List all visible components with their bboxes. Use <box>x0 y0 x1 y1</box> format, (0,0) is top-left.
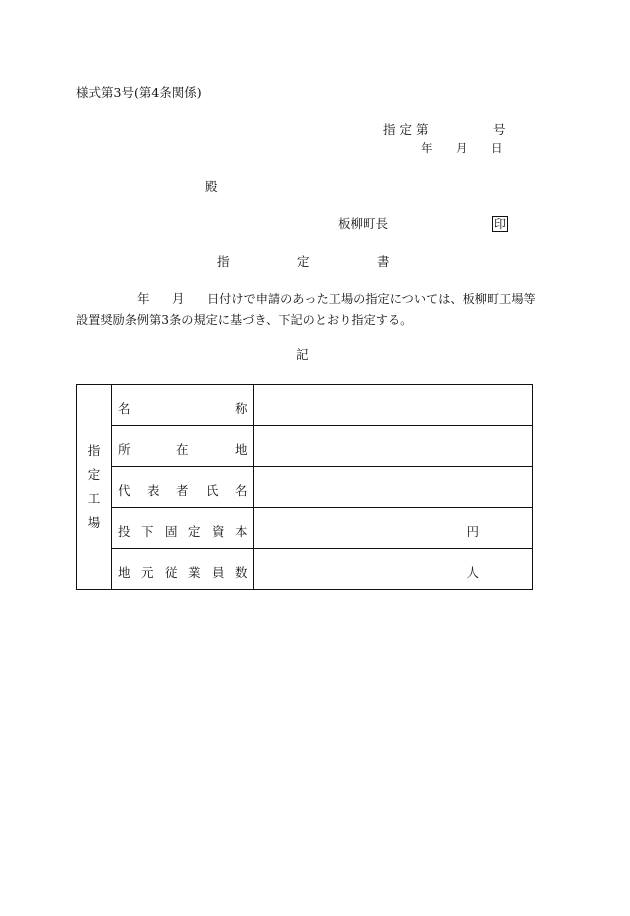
row-label-local-employees <box>112 549 254 590</box>
value-representative[interactable] <box>254 467 533 508</box>
row-label-address <box>112 426 254 467</box>
value-local-employees[interactable] <box>254 549 533 590</box>
table-row <box>77 508 533 549</box>
label-char: 下 <box>141 524 154 539</box>
label-char: 地 <box>235 442 248 457</box>
form-number: 様式第3号(第4条関係) <box>76 85 202 100</box>
body-line-2: 設置奨励条例第3条の規定に基づき、下記のとおり指定する。 <box>76 313 413 327</box>
side-label-char: 工 <box>87 491 101 506</box>
designation-number-suffix: 号 <box>493 122 506 137</box>
unit-yen: 円 <box>466 524 479 539</box>
addressee-suffix: 殿 <box>205 179 218 194</box>
table-row <box>77 426 533 467</box>
label-char: 業 <box>188 565 201 580</box>
date-month: 月 <box>456 141 468 155</box>
label-char: 地 <box>118 565 131 580</box>
label-char: 名 <box>235 483 248 498</box>
table-row <box>77 385 533 426</box>
label-char: 定 <box>188 524 201 539</box>
label-char: 員 <box>212 565 225 580</box>
document-title-char-3: 書 <box>377 254 390 269</box>
label-char: 表 <box>147 483 160 498</box>
document-title-char-2: 定 <box>297 254 310 269</box>
row-label-name <box>112 385 254 426</box>
label-char: 在 <box>176 442 189 457</box>
side-label <box>77 385 112 590</box>
label-char: 資 <box>212 524 225 539</box>
label-char: 名 <box>118 401 131 416</box>
value-address[interactable] <box>254 426 533 467</box>
seal-mark <box>492 216 508 232</box>
label-char: 所 <box>118 442 131 457</box>
side-label-char: 定 <box>87 467 101 482</box>
factory-info-table <box>76 384 533 590</box>
body-month: 月 <box>172 291 185 306</box>
label-char: 称 <box>235 401 248 416</box>
label-char: 本 <box>235 524 248 539</box>
label-char: 者 <box>176 483 189 498</box>
ki-heading: 記 <box>296 347 309 362</box>
row-label-fixed-capital <box>112 508 254 549</box>
date-day: 日 <box>491 141 503 155</box>
value-name[interactable] <box>254 385 533 426</box>
table-row <box>77 467 533 508</box>
label-char: 投 <box>118 524 131 539</box>
date-year: 年 <box>421 141 433 155</box>
label-char: 元 <box>141 565 154 580</box>
value-fixed-capital[interactable] <box>254 508 533 549</box>
label-char: 従 <box>165 565 178 580</box>
label-char: 固 <box>165 524 178 539</box>
designation-number-prefix: 指 定 第 <box>383 122 429 137</box>
side-label-char: 指 <box>87 443 101 458</box>
body-year: 年 <box>137 291 150 306</box>
issuer-title: 板柳町長 <box>338 216 389 231</box>
label-char: 数 <box>235 565 248 580</box>
table-row <box>77 549 533 590</box>
body-line-1: 日付けで申請のあった工場の指定については、板柳町工場等 <box>207 292 536 306</box>
unit-people: 人 <box>466 565 479 580</box>
label-char: 代 <box>118 483 131 498</box>
side-label-char: 場 <box>87 515 101 530</box>
label-char: 氏 <box>206 483 219 498</box>
row-label-representative <box>112 467 254 508</box>
document-title-char-1: 指 <box>217 254 230 269</box>
seal-label: 印 <box>494 217 507 231</box>
